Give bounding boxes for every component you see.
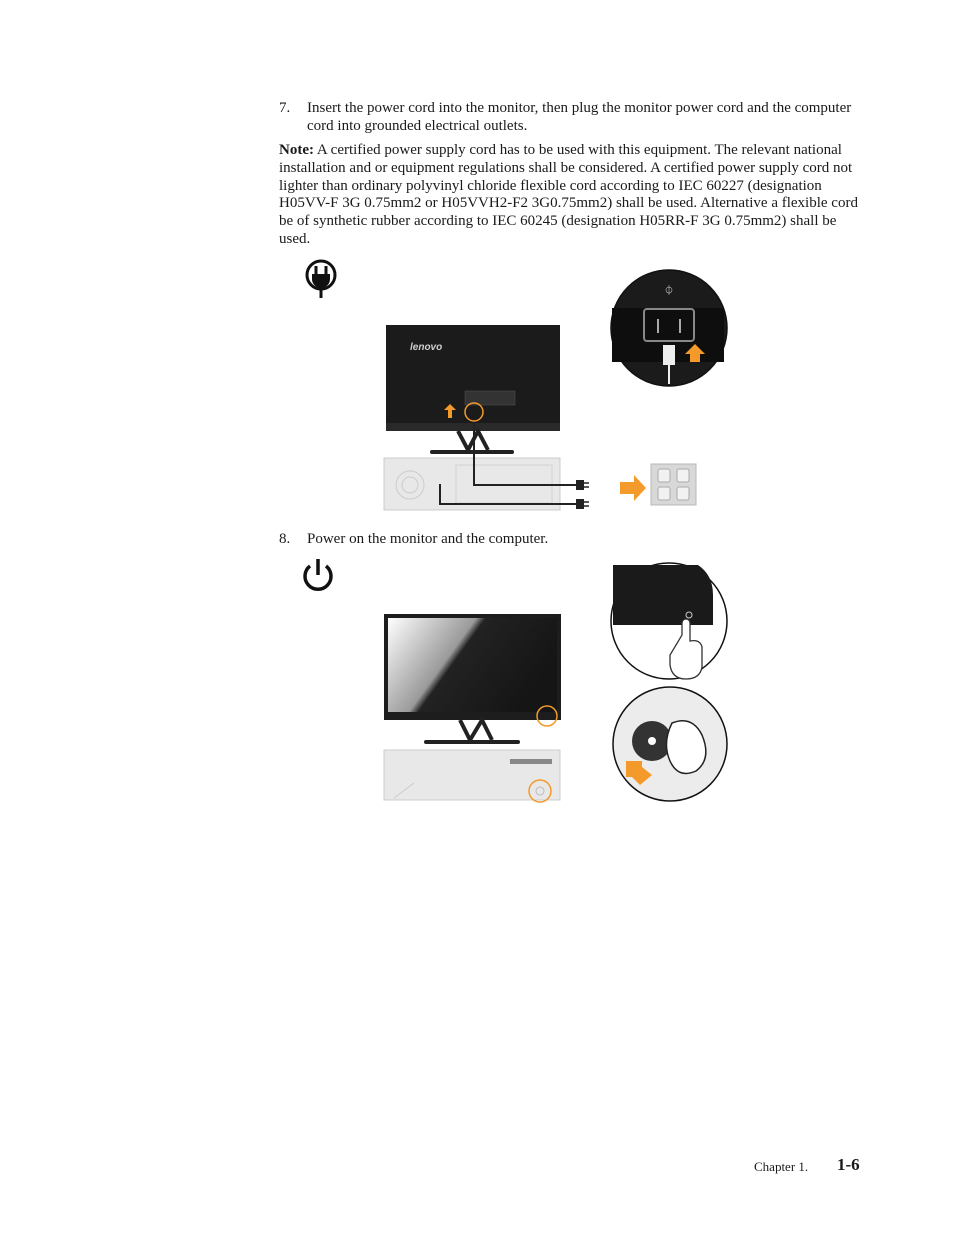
- monitor-brand-logo: lenovo: [410, 342, 443, 353]
- arrow-right-icon: [620, 475, 646, 501]
- monitor-front: [384, 614, 561, 744]
- power-port-zoom: [611, 270, 727, 386]
- page-number: 1-6: [837, 1155, 860, 1174]
- step-text: Insert the power cord into the monitor, then plug the monitor power cord and the computer cord into grounded electrical outlets.: [307, 100, 852, 134]
- pc-front: [384, 750, 560, 802]
- monitor-button-zoom: [611, 563, 727, 679]
- power-icon: [305, 559, 331, 589]
- cable-plug-bottom: [576, 499, 589, 509]
- cable-plug-top: [576, 480, 589, 490]
- step-number: 7.: [279, 100, 291, 116]
- pc-button-zoom: [613, 687, 727, 801]
- svg-text:⏀: ⏀: [664, 286, 674, 297]
- note-text: A certified power supply cord has to be used with this equipment. The relevant national installation and or equipment regulations shall be considered. A certified power supply cord not lighter than ordinary polyvinyl chloride flexible cord according to IEC 60227 (designation H05VV-F 3G 0.75mm2 or H05VVH2-F2 3G0.75mm2) shall be used. Alternative a flexible cord be of synthetic rubber according to IEC 60245 (designation H05RR-F 3G 0.75mm2) shall be used.: [279, 142, 858, 247]
- power-cord-figure: [300, 252, 740, 514]
- note-label: Note:: [279, 142, 314, 158]
- plug-icon: [307, 261, 335, 298]
- note-paragraph: [279, 142, 869, 249]
- wall-outlet: [651, 464, 696, 505]
- step-number: 8.: [279, 531, 291, 547]
- footer-chapter: Chapter 1.: [754, 1159, 809, 1174]
- power-on-figure: [300, 555, 730, 805]
- step-text: Power on the monitor and the computer.: [307, 531, 549, 547]
